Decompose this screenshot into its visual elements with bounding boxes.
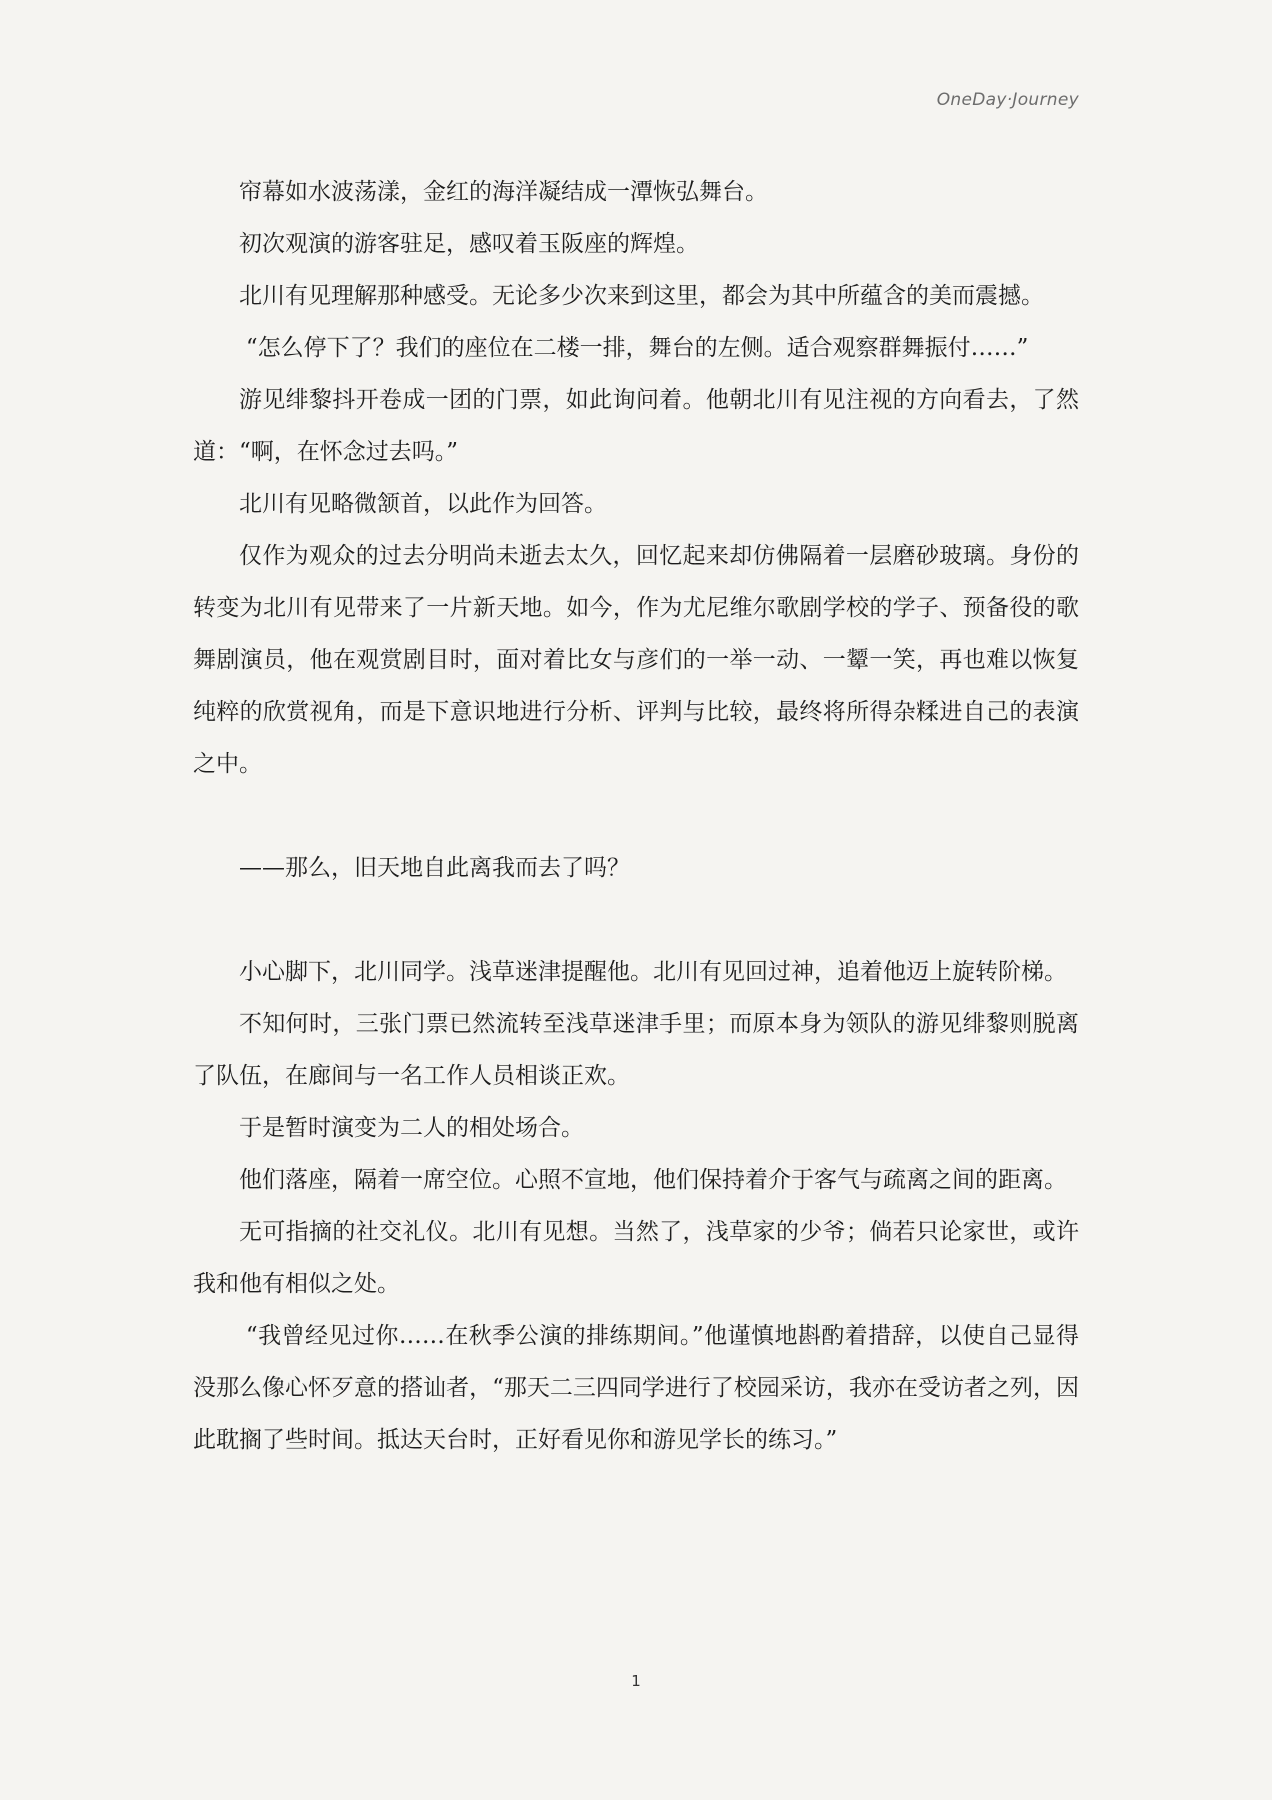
section-spacer [193,790,1079,842]
paragraph: 初次观演的游客驻足，感叹着玉阪座的辉煌。 [239,231,699,257]
page-number: 1 [631,1672,641,1690]
paragraph: 于是暂时演变为二人的相处场合。 [239,1115,584,1141]
paragraph: “我曾经见过你……在秋季公演的排练期间。”他谨慎地斟酌着措辞，以使自己显得没那么像心怀歹意的搭讪者，“那天二三四同学进行了校园采访，我亦在受访者之列，因此耽搁了些时间。抵达天台时，正好看见你和游见学长的练习。” [193,1323,1079,1453]
paragraph: 不知何时，三张门票已然流转至浅草迷津手里；而原本身为领队的游见绯黎则脱离了队伍，在廊间与一名工作人员相谈正欢。 [193,1011,1079,1089]
paragraph: 帘幕如水波荡漾，金红的海洋凝结成一潭恢弘舞台。 [239,179,768,205]
journal-header: OneDay·Journey [936,90,1079,110]
paragraph: “怎么停下了？我们的座位在二楼一排，舞台的左侧。适合观察群舞振付……” [245,335,1029,361]
paragraph: ——那么，旧天地自此离我而去了吗？ [239,855,630,881]
paragraph: 无可指摘的社交礼仪。北川有见想。当然了，浅草家的少爷；倘若只论家世，或许我和他有相似之处。 [193,1219,1079,1297]
section-spacer [193,894,1079,946]
paragraph: 小心脚下，北川同学。浅草迷津提醒他。北川有见回过神，追着他迈上旋转阶梯。 [239,959,1067,985]
document-body [193,166,1079,1466]
paragraph: 他们落座，隔着一席空位。心照不宣地，他们保持着介于客气与疏离之间的距离。 [239,1167,1067,1193]
paragraph: 北川有见理解那种感受。无论多少次来到这里，都会为其中所蕴含的美而震撼。 [239,283,1044,309]
paragraph: 游见绯黎抖开卷成一团的门票，如此询问着。他朝北川有见注视的方向看去，了然道：“啊，在怀念过去吗。” [193,387,1079,465]
paragraph: 仅作为观众的过去分明尚未逝去太久，回忆起来却仿佛隔着一层磨砂玻璃。身份的转变为北川有见带来了一片新天地。如今，作为尤尼维尔歌剧学校的学子、预备役的歌舞剧演员，他在观赏剧目时，面对着比女与彦们的一举一动、一颦一笑，再也难以恢复纯粹的欣赏视角，而是下意识地进行分析、评判与比较，最终将所得杂糅进自己的表演之中。 [193,543,1079,777]
paragraph: 北川有见略微颔首，以此作为回答。 [239,491,607,517]
